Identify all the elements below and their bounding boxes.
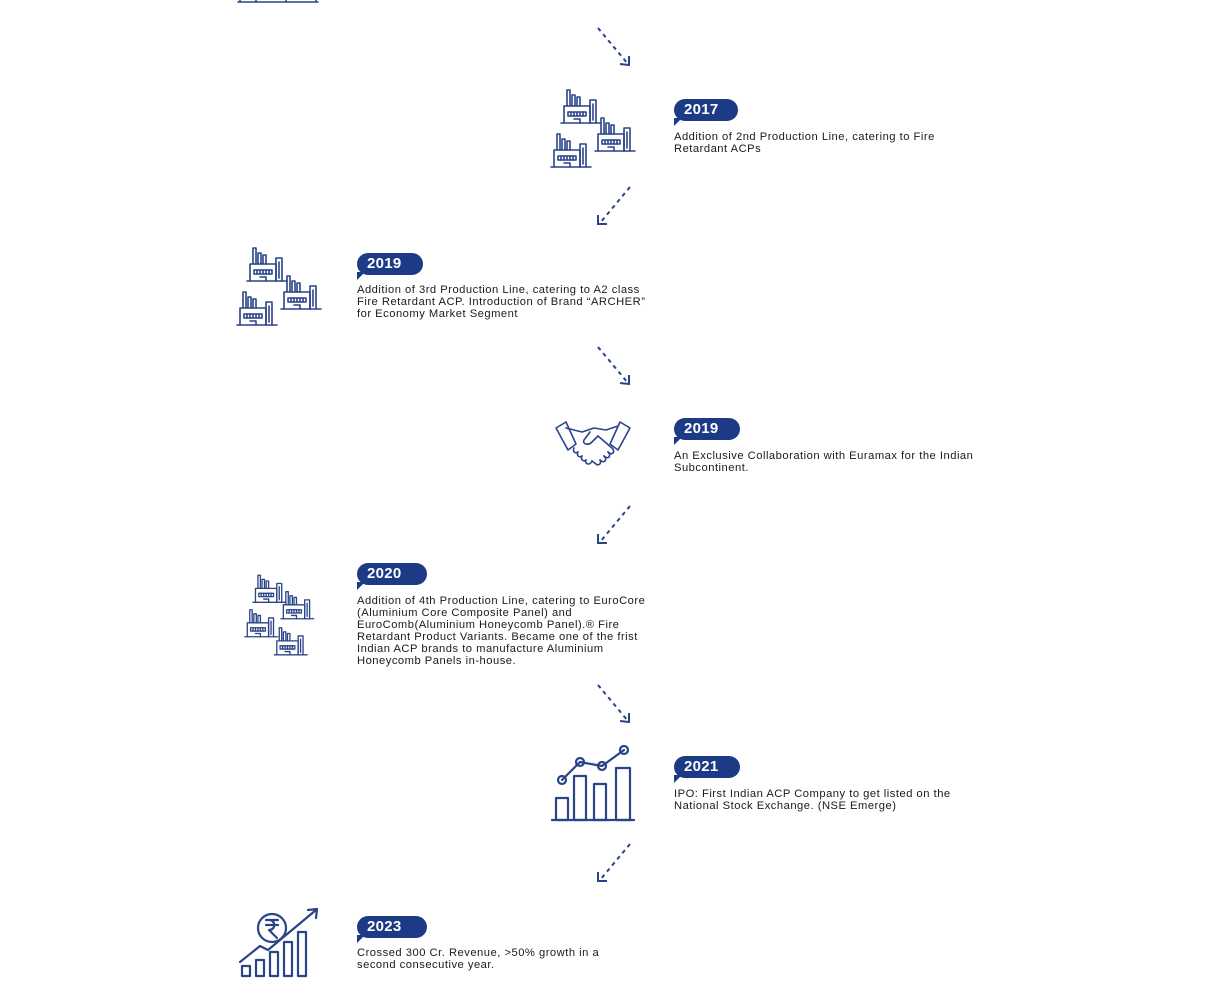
growth-chart-icon [550,744,636,824]
year-badge: 2019 [357,253,423,275]
timeline-arrow [594,683,634,725]
factory-icon [236,244,322,328]
factory-icon [550,86,636,168]
year-badge: 2017 [674,99,738,121]
factory-icon [244,572,316,658]
year-badge: 2021 [674,756,740,778]
milestone-description: Addition of 3rd Production Line, catering to A2 class Fire Retardant ACP. Introduction of Brand “ARCHER” for Economy Market Segment [357,284,646,320]
timeline-arrow [594,185,634,227]
milestone-description: Addition of 4th Production Line, catering to EuroCore (Aluminium Core Composite Panel) and EuroComb(Aluminium Honeycomb Panel).® Fire Retardant Product Variants. Became one of the frist Indian ACP brands to manufacture Aluminium Honeycomb Panels in-house. [357,595,646,667]
year-badge: 2020 [357,563,427,585]
milestone-description: Crossed 300 Cr. Revenue, >50% growth in a second consecutive year. [357,947,600,971]
handshake-icon [554,418,632,474]
factory-icon [236,0,322,4]
timeline-arrow [594,842,634,884]
timeline-arrow [594,26,634,68]
year-badge: 2019 [674,418,740,440]
milestone-description: Addition of 2nd Production Line, catering to Fire Retardant ACPs [674,131,935,155]
year-badge: 2023 [357,916,427,938]
timeline-arrow [594,504,634,546]
rupee-growth-icon [238,906,322,980]
timeline-arrow [594,345,634,387]
milestone-description: IPO: First Indian ACP Company to get listed on the National Stock Exchange. (NSE Emerge) [674,788,951,812]
milestone-description: An Exclusive Collaboration with Euramax for the Indian Subcontinent. [674,450,974,474]
